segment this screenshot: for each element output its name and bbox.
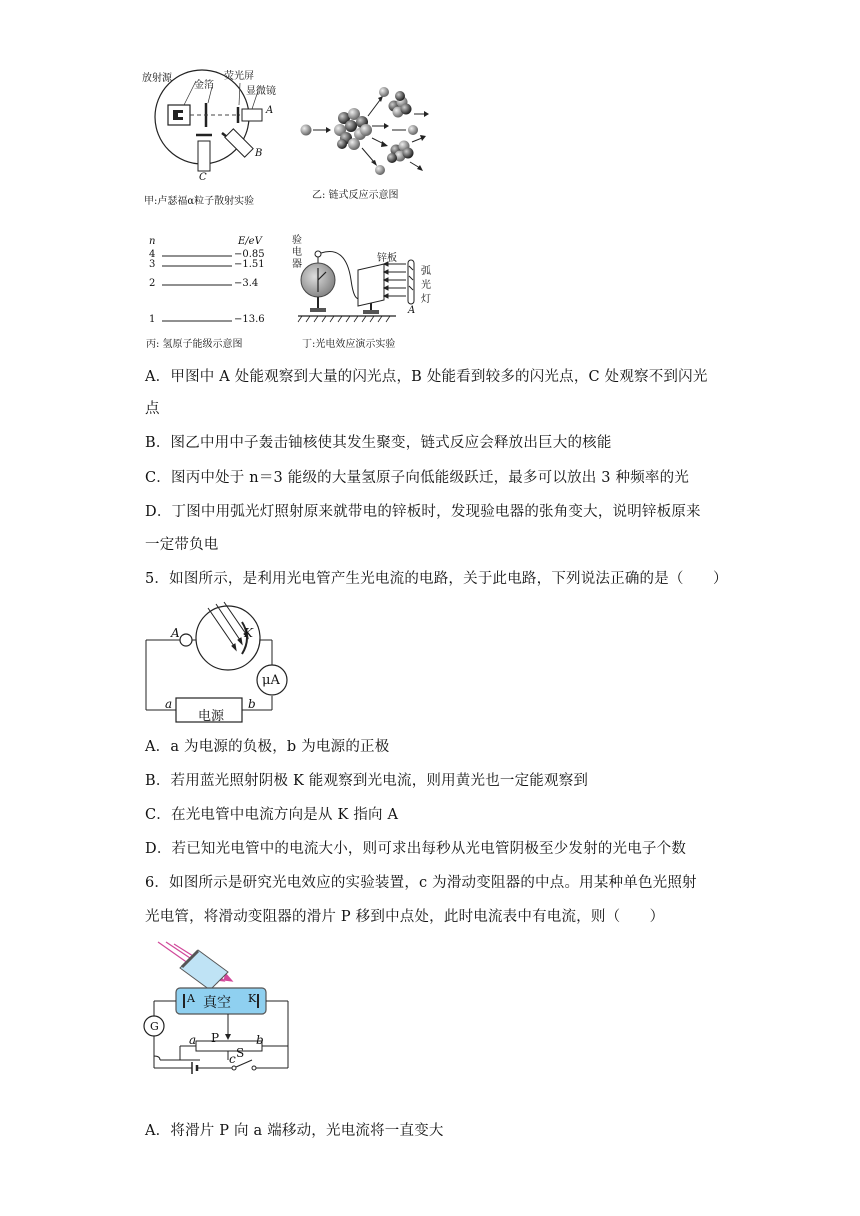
q5-option-c: C．在光电管中电流方向是从 K 指向 A xyxy=(145,807,399,823)
q5-option-b: B．若用蓝光照射阴极 K 能观察到光电流，则用黄光也一定能观察到 xyxy=(145,773,589,789)
q4-option-d-line2: 一定带负电 xyxy=(145,537,219,553)
q4-option-d-line1: D．丁图中用弧光灯照射原来就带电的锌板时，发现验电器的张角变大，说明锌板原来 xyxy=(145,504,701,520)
jia-label-b: B xyxy=(255,148,263,159)
q6-stem-line1: 6．如图所示是研究光电效应的实验装置，c 为滑动变阻器的中点。用某种单色光照射 xyxy=(145,875,697,891)
q5-fig-label-a-electrode: A xyxy=(171,626,180,640)
bing-caption: 丙: 氢原子能级示意图 xyxy=(146,339,243,350)
q5-fig-label-b-terminal: b xyxy=(248,697,256,711)
figure-yi-chain-reaction xyxy=(296,78,436,178)
yi-caption: 乙: 链式反应示意图 xyxy=(312,190,399,201)
ding-label-a: A xyxy=(408,305,416,316)
q4-option-b: B．图乙中用中子轰击铀核使其发生聚变，链式反应会释放出巨大的核能 xyxy=(145,435,612,451)
q6-stem-line2: 光电管，将滑动变阻器的滑片 P 移到中点处，此时电流表中有电流，则（ ） xyxy=(145,909,665,925)
bing-n3: 3 xyxy=(149,259,156,270)
ding-label-yan-1: 验 xyxy=(292,235,302,246)
ding-label-lamp-1: 弧 xyxy=(421,266,431,277)
jia-label-foil: 金箔 xyxy=(194,80,214,91)
q5-option-d: D．若已知光电管中的电流大小，则可求出每秒从光电管阴极至少发射的光电子个数 xyxy=(145,841,687,857)
jia-caption: 甲:卢瑟福α粒子散射实验 xyxy=(144,196,255,207)
q4-option-c: C．图丙中处于 n＝3 能级的大量氢原子向低能级跃迁，最多可以放出 3 种频率的光 xyxy=(145,470,690,486)
ding-label-zinc: 锌板 xyxy=(377,253,397,264)
q6-fig-label-p: P xyxy=(211,1031,220,1045)
q6-fig-galvanometer: G xyxy=(150,1020,159,1033)
q6-fig-label-anode: A xyxy=(187,992,195,1005)
q6-fig-label-switch: S xyxy=(236,1046,245,1060)
jia-label-microscope: 显微镜 xyxy=(246,86,276,97)
jia-label-a: A xyxy=(266,105,274,116)
jia-label-c: C xyxy=(199,172,207,183)
bing-n4: 4 xyxy=(149,249,156,260)
jia-label-screen: 荧光屏 xyxy=(224,71,254,82)
bing-e2: −3.4 xyxy=(234,278,259,289)
q5-fig-label-k-electrode: K xyxy=(244,626,253,640)
figure-bing-energy-levels xyxy=(160,250,242,325)
bing-n-header: n xyxy=(149,236,156,247)
q5-option-a: A．a 为电源的负极，b 为电源的正极 xyxy=(145,739,390,755)
bing-n1: 1 xyxy=(149,314,156,325)
q4-option-a-line2: 点 xyxy=(145,401,160,417)
bing-e3: −1.51 xyxy=(234,259,265,270)
bing-e-header: E/eV xyxy=(238,236,262,247)
q6-fig-label-b-end: b xyxy=(256,1033,264,1047)
q5-fig-label-a-terminal: a xyxy=(165,697,173,711)
q6-fig-label-vacuum: 真空 xyxy=(203,995,231,1011)
q5-fig-power-source: 电源 xyxy=(198,709,225,724)
q4-option-a-line1: A．甲图中 A 处能观察到大量的闪光点，B 处能看到较多的闪光点，C 处观察不到闪光 xyxy=(145,369,708,385)
q6-option-a: A．将滑片 P 向 a 端移动，光电流将一直变大 xyxy=(145,1123,444,1139)
bing-e4: −0.85 xyxy=(234,249,265,260)
q5-stem: 5．如图所示，是利用光电管产生光电流的电路，关于此电路，下列说法正确的是（ ） xyxy=(145,571,728,587)
jia-label-source: 放射源 xyxy=(142,73,172,84)
ding-label-yan-2: 电 xyxy=(292,247,302,258)
q6-fig-label-cathode: K xyxy=(248,992,257,1005)
bing-n2: 2 xyxy=(149,278,156,289)
q6-fig-label-c-mid: c xyxy=(229,1052,236,1066)
ding-label-yan-3: 器 xyxy=(292,259,302,270)
ding-label-lamp-3: 灯 xyxy=(421,294,431,305)
ding-label-lamp-2: 光 xyxy=(421,280,431,291)
q5-fig-microammeter: μA xyxy=(262,673,280,688)
bing-e1: −13.6 xyxy=(234,314,265,325)
ding-caption: 丁:光电效应演示实验 xyxy=(302,339,396,350)
q6-fig-label-a-end: a xyxy=(189,1033,197,1047)
